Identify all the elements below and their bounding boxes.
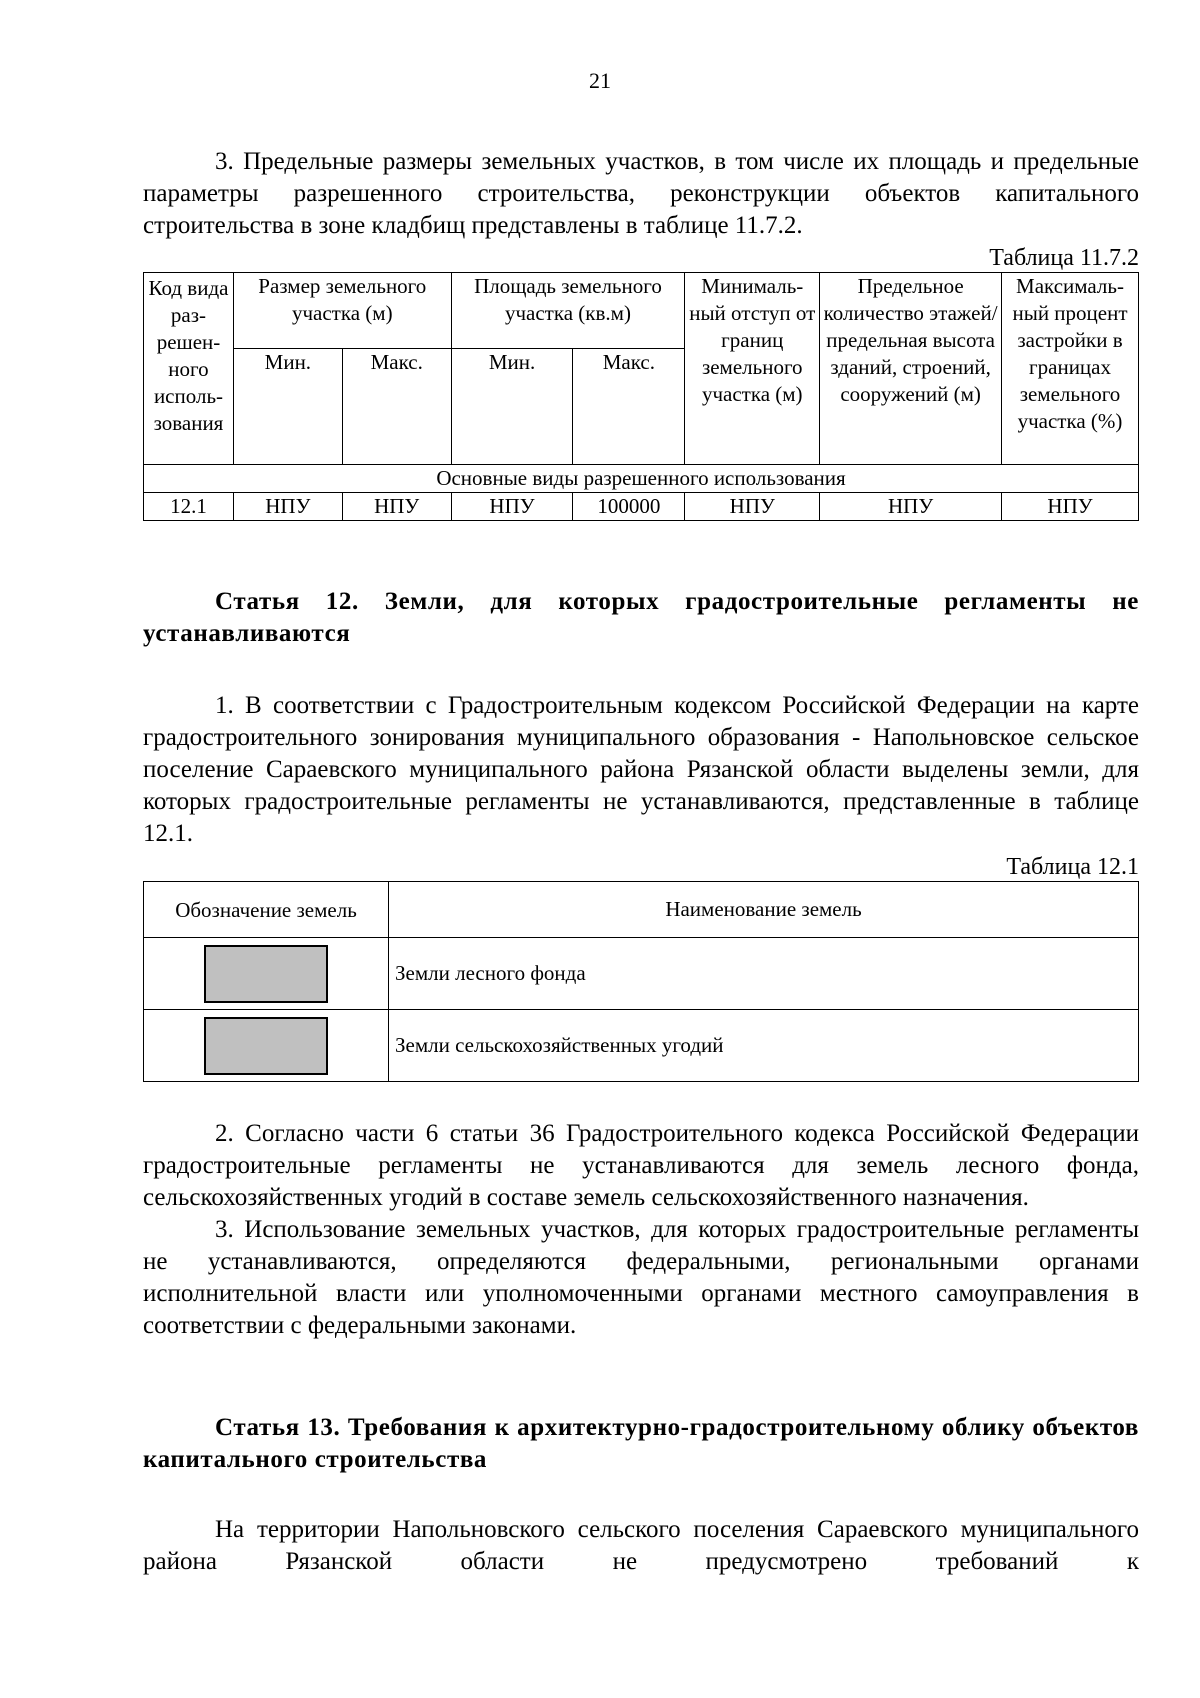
article-12-paragraphs-2-3 <box>143 1118 1139 1342</box>
table-11-7-2 <box>143 272 1139 521</box>
header-size-max: Макс. <box>342 349 451 465</box>
table-row <box>144 1010 1139 1082</box>
table-caption: Таблица 11.7.2 <box>989 245 1139 271</box>
land-name: Земли сельскохозяйственных угодий <box>389 1010 1139 1082</box>
paragraph: 2. Согласно части 6 статьи 36 Градостроительного кодекса Российской Федерации градостроительные регламенты не устанавливаются для земель лесного фонда, сельскохозяйственных угодий в составе земель сельскохозяйственного назначения. <box>143 1120 1139 1211</box>
header-area-max: Макс. <box>573 349 685 465</box>
page-number: 21 <box>589 68 611 93</box>
header-code: Код вида раз-решен-ного исполь-зования <box>144 273 234 465</box>
paragraph: На территории Напольновского сельского поселения Сараевского муниципального района Рязанской области не предусмотрено требований к <box>143 1516 1139 1575</box>
table-row <box>144 938 1139 1010</box>
table-caption: Таблица 12.1 <box>1006 854 1139 880</box>
article-13-paragraph <box>143 1514 1139 1578</box>
header-max-percent: Максималь-ный процент застройки в границах земельного участка (%) <box>1002 273 1139 465</box>
cell-area-max: 100000 <box>573 493 685 521</box>
cell-area-min: НПУ <box>451 493 573 521</box>
paragraph: 3. Использование земельных участков, для которых градостроительные регламенты не устанавливаются, определяются федеральными, региональными органами исполнительной власти или уполномоченными органами местного самоуправления в соответствии с федеральными законами. <box>143 1216 1139 1339</box>
cell-code: 12.1 <box>144 493 234 521</box>
article-13-heading: Статья 13. Требования к архитектурно-градостроительному облику объектов капитального строительства <box>143 1414 1139 1473</box>
forest-land-swatch <box>204 945 328 1003</box>
article-12-heading: Статья 12. Земли, для которых градостроительные регламенты не устанавливаются <box>143 588 1139 647</box>
header-symbol: Обозначение земель <box>144 882 389 938</box>
table-11-7-2-block <box>143 244 1139 521</box>
article-13 <box>143 1412 1139 1476</box>
group-row: Основные виды разрешенного использования <box>144 465 1139 493</box>
header-size-min: Мин. <box>233 349 342 465</box>
header-area-min: Мин. <box>451 349 573 465</box>
cell-max-percent: НПУ <box>1002 493 1139 521</box>
article-12 <box>143 586 1139 650</box>
header-floors: Предельное количество этажей/ предельная высота зданий, строений, сооружений (м) <box>820 273 1002 465</box>
cell-size-min: НПУ <box>233 493 342 521</box>
paragraph: 1. В соответствии с Градостроительным кодексом Российской Федерации на карте градостроительного зонирования муниципального образования - Напольновское сельское поселение Сараевского муниципального района Рязанской области выделены земли, для которых градостроительные регламенты не устанавливаются, представленные в таблице 12.1. <box>143 692 1139 847</box>
header-area: Площадь земельного участка (кв.м) <box>451 273 685 349</box>
symbol-cell <box>144 938 389 1010</box>
agricultural-land-swatch <box>204 1017 328 1075</box>
cell-size-max: НПУ <box>342 493 451 521</box>
header-min-offset: Минималь-ный отступ от границ земельного участка (м) <box>685 273 820 465</box>
symbol-cell <box>144 1010 389 1082</box>
table-12-1-block <box>143 853 1139 1082</box>
land-name: Земли лесного фонда <box>389 938 1139 1010</box>
paragraph: 3. Предельные размеры земельных участков, в том числе их площадь и предельные параметры разрешенного строительства, реконструкции объектов капитального строительства в зоне кладбищ представлены в таблице 11.7.2. <box>143 148 1139 239</box>
article-12-paragraph-1 <box>143 690 1139 850</box>
cell-min-offset: НПУ <box>685 493 820 521</box>
table-row <box>144 493 1139 521</box>
header-name: Наименование земель <box>389 882 1139 938</box>
section-paragraph-3 <box>143 146 1139 242</box>
header-size: Размер земельного участка (м) <box>233 273 451 349</box>
table-12-1 <box>143 881 1139 1082</box>
cell-floors: НПУ <box>820 493 1002 521</box>
